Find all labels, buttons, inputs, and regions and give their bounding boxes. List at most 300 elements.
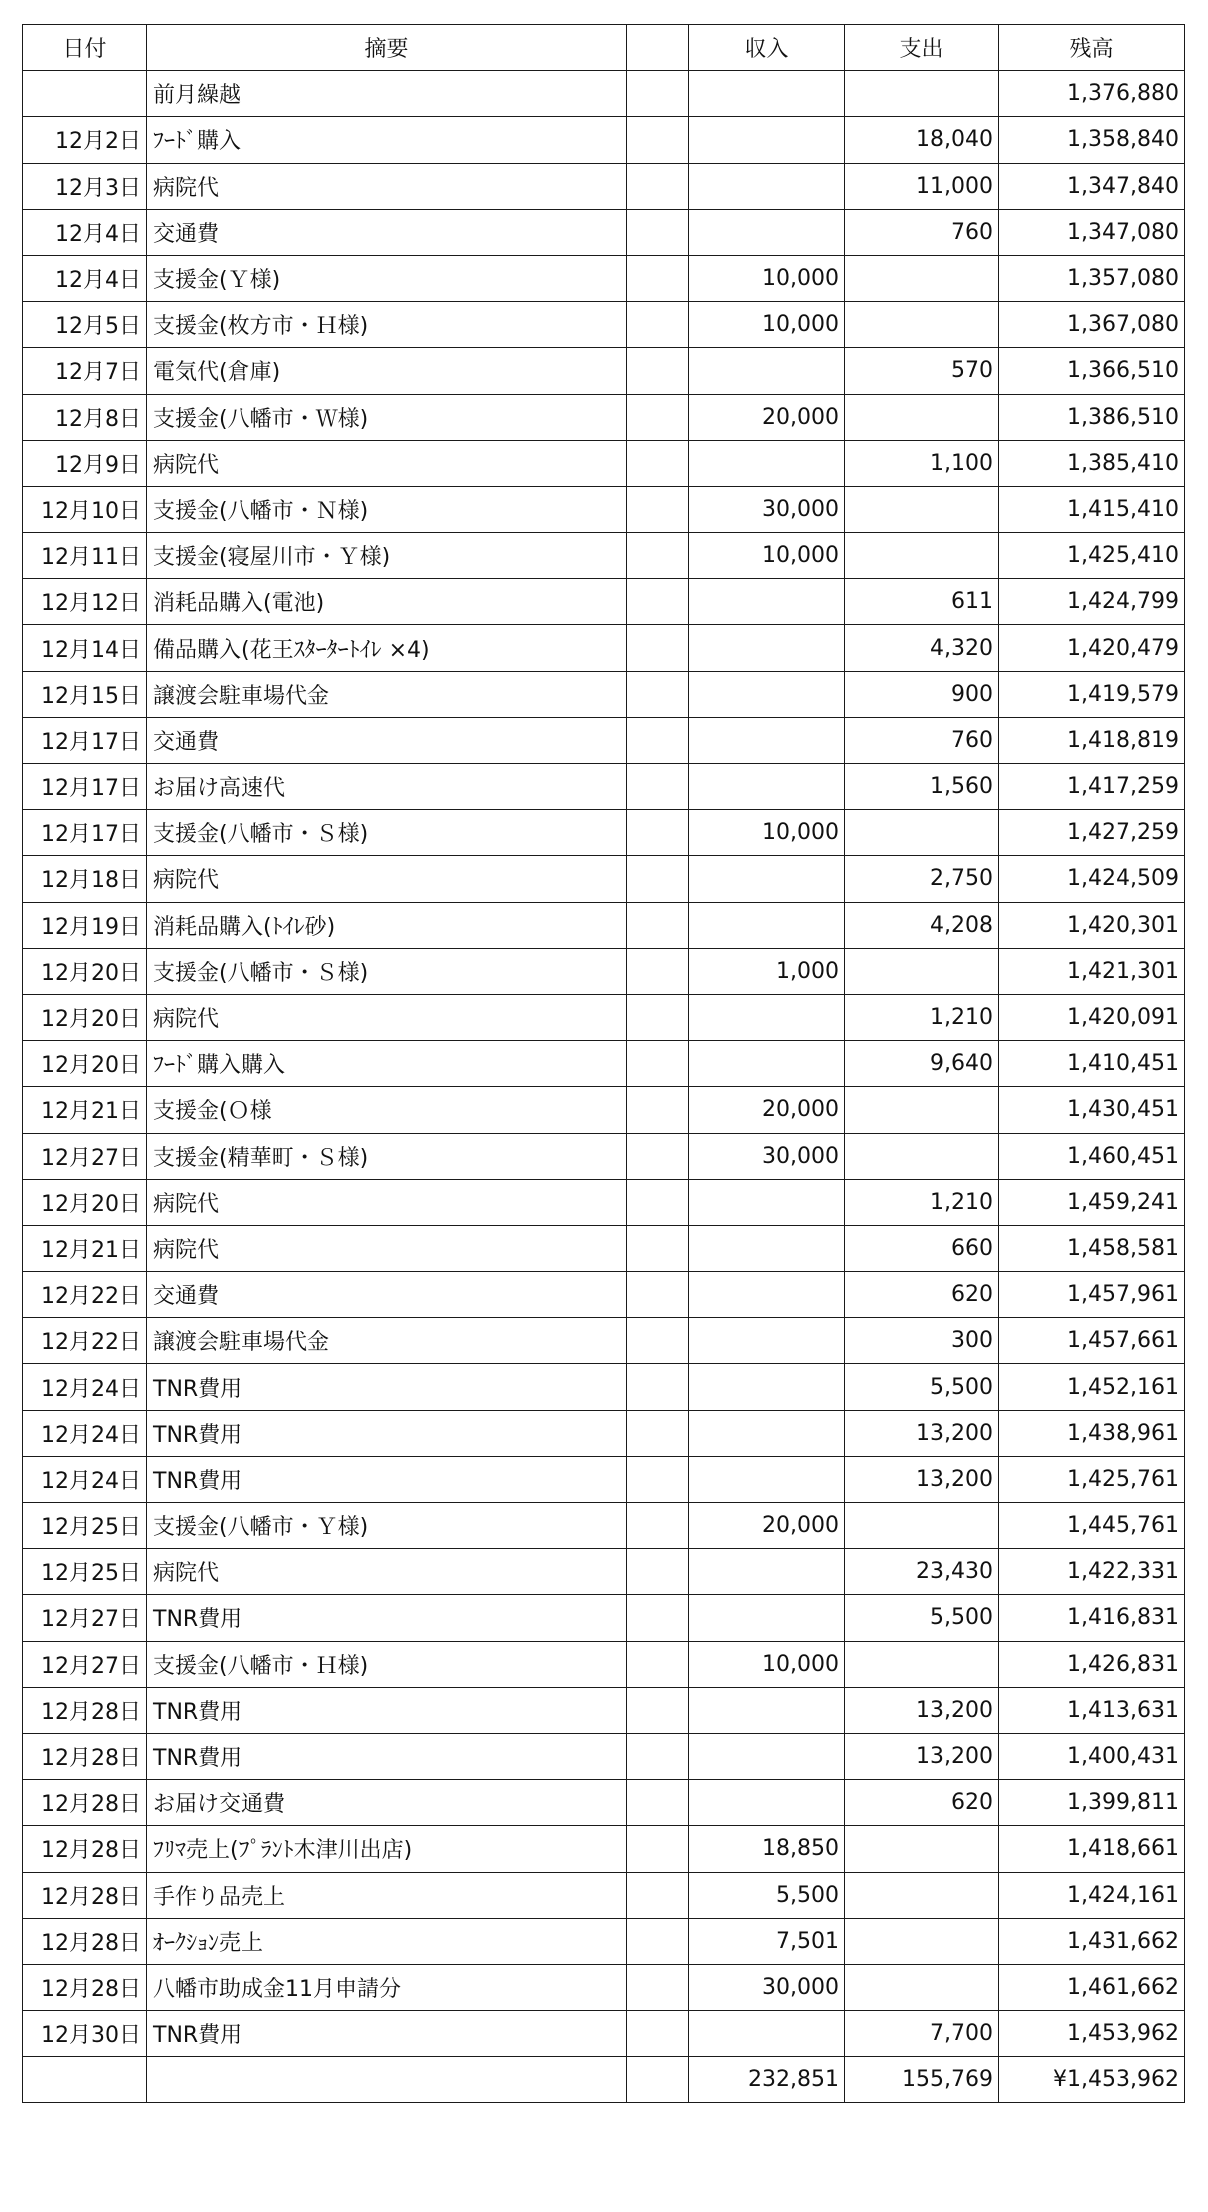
table-row [23,671,1185,717]
row-description: お届け高速代 [147,764,627,810]
row-blank [627,163,689,209]
row-expense: 13,200 [845,1410,999,1456]
row-description: 備品購入(花王ｽﾀｰﾀｰﾄｲﾚ ×4) [147,625,627,671]
row-income [689,440,845,486]
row-income: 18,850 [689,1826,845,1872]
row-income: 20,000 [689,394,845,440]
table-row [23,764,1185,810]
table-row [23,856,1185,902]
row-expense: 5,500 [845,1595,999,1641]
row-balance: 1,347,080 [999,209,1185,255]
table-row [23,348,1185,394]
row-balance: 1,400,431 [999,1733,1185,1779]
row-date: 12月17日 [23,717,147,763]
row-description: 交通費 [147,1272,627,1318]
table-row [23,1872,1185,1918]
row-balance: 1,422,331 [999,1549,1185,1595]
row-date: 12月12日 [23,579,147,625]
row-description: ﾌﾘﾏ売上(ﾌﾟﾗﾝﾄ木津川出店) [147,1826,627,1872]
row-blank [627,2011,689,2057]
row-income: 10,000 [689,533,845,579]
row-description: ｵｰｸｼｮﾝ売上 [147,1918,627,1964]
row-balance: 1,418,819 [999,717,1185,763]
row-date: 12月17日 [23,764,147,810]
row-blank [627,579,689,625]
row-description: 電気代(倉庫) [147,348,627,394]
row-balance: 1,357,080 [999,255,1185,301]
row-blank [627,1364,689,1410]
row-balance: 1,452,161 [999,1364,1185,1410]
table-row [23,948,1185,994]
row-expense [845,1826,999,1872]
table-row [23,1964,1185,2010]
table-row [23,1318,1185,1364]
row-description: 譲渡会駐車場代金 [147,671,627,717]
row-expense: 11,000 [845,163,999,209]
row-expense: 300 [845,1318,999,1364]
row-income: 30,000 [689,486,845,532]
row-balance: 1,420,091 [999,994,1185,1040]
table-row [23,1733,1185,1779]
row-blank [627,117,689,163]
row-date: 12月28日 [23,1687,147,1733]
row-balance: 1,425,761 [999,1456,1185,1502]
row-date: 12月28日 [23,1733,147,1779]
row-expense [845,1964,999,2010]
row-income [689,1318,845,1364]
row-expense [845,1872,999,1918]
row-balance: 1,457,661 [999,1318,1185,1364]
table-row [23,1225,1185,1271]
table-row [23,163,1185,209]
row-balance: 1,347,840 [999,163,1185,209]
row-blank [627,1087,689,1133]
row-description: 支援金(八幡市・Ｓ様) [147,810,627,856]
row-blank [627,948,689,994]
table-row [23,902,1185,948]
totals-blank [627,2057,689,2103]
row-balance: 1,366,510 [999,348,1185,394]
row-description: TNR費用 [147,1410,627,1456]
row-blank [627,1918,689,1964]
header-date: 日付 [23,25,147,71]
row-income: 10,000 [689,1641,845,1687]
row-balance: 1,386,510 [999,394,1185,440]
table-row [23,255,1185,301]
row-date: 12月11日 [23,533,147,579]
row-description: 消耗品購入(電池) [147,579,627,625]
row-blank [627,625,689,671]
table-row [23,810,1185,856]
row-date: 12月22日 [23,1272,147,1318]
row-description: TNR費用 [147,1733,627,1779]
row-date: 12月4日 [23,209,147,255]
ledger-body [23,71,1185,2057]
row-expense: 611 [845,579,999,625]
row-description: 譲渡会駐車場代金 [147,1318,627,1364]
row-expense: 18,040 [845,117,999,163]
row-blank [627,1641,689,1687]
row-expense: 5,500 [845,1364,999,1410]
row-balance: 1,410,451 [999,1041,1185,1087]
table-row [23,625,1185,671]
row-balance: 1,424,161 [999,1872,1185,1918]
row-income [689,163,845,209]
row-expense: 660 [845,1225,999,1271]
row-blank [627,1826,689,1872]
row-date: 12月14日 [23,625,147,671]
row-date: 12月17日 [23,810,147,856]
total-expense: 155,769 [845,2057,999,2103]
row-blank [627,1041,689,1087]
header-balance: 残高 [999,25,1185,71]
row-expense [845,1918,999,1964]
row-description: 病院代 [147,440,627,486]
row-date: 12月24日 [23,1364,147,1410]
row-expense: 620 [845,1780,999,1826]
row-balance: 1,421,301 [999,948,1185,994]
row-expense [845,255,999,301]
row-blank [627,302,689,348]
row-income [689,117,845,163]
row-blank [627,717,689,763]
row-income [689,1179,845,1225]
row-income [689,1364,845,1410]
row-income [689,71,845,117]
row-blank [627,440,689,486]
row-description: 八幡市助成金11月申請分 [147,1964,627,2010]
row-income: 10,000 [689,302,845,348]
row-blank [627,1733,689,1779]
table-row [23,1641,1185,1687]
row-date: 12月21日 [23,1087,147,1133]
row-expense: 1,560 [845,764,999,810]
row-date: 12月27日 [23,1595,147,1641]
table-row [23,1041,1185,1087]
row-date: 12月20日 [23,1041,147,1087]
row-income [689,1549,845,1595]
row-description: 支援金(八幡市・Ｓ様) [147,948,627,994]
row-expense: 23,430 [845,1549,999,1595]
row-date: 12月22日 [23,1318,147,1364]
row-description: 交通費 [147,209,627,255]
row-expense [845,302,999,348]
row-blank [627,1549,689,1595]
row-balance: 1,459,241 [999,1179,1185,1225]
row-date: 12月28日 [23,1964,147,2010]
row-expense: 620 [845,1272,999,1318]
row-balance: 1,425,410 [999,533,1185,579]
row-income [689,1687,845,1733]
row-blank [627,1133,689,1179]
row-income [689,209,845,255]
row-income [689,579,845,625]
table-row [23,440,1185,486]
row-expense [845,533,999,579]
row-balance: 1,426,831 [999,1641,1185,1687]
row-expense [845,1087,999,1133]
table-row [23,302,1185,348]
header-expense: 支出 [845,25,999,71]
table-row [23,486,1185,532]
row-blank [627,1179,689,1225]
row-income: 20,000 [689,1087,845,1133]
table-row [23,394,1185,440]
row-balance: 1,415,410 [999,486,1185,532]
ledger-sheet [22,24,1184,2103]
row-expense: 13,200 [845,1733,999,1779]
total-income: 232,851 [689,2057,845,2103]
row-balance: 1,358,840 [999,117,1185,163]
row-income [689,2011,845,2057]
row-blank [627,209,689,255]
header-income: 収入 [689,25,845,71]
row-date: 12月20日 [23,948,147,994]
row-income [689,902,845,948]
row-expense: 760 [845,717,999,763]
row-date: 12月4日 [23,255,147,301]
row-description: ﾌｰﾄﾞ購入購入 [147,1041,627,1087]
row-expense [845,1641,999,1687]
table-row [23,533,1185,579]
row-income [689,1595,845,1641]
row-balance: 1,417,259 [999,764,1185,810]
row-balance: 1,460,451 [999,1133,1185,1179]
row-expense: 1,210 [845,994,999,1040]
totals-description [147,2057,627,2103]
row-date: 12月15日 [23,671,147,717]
row-blank [627,810,689,856]
row-description: 病院代 [147,163,627,209]
row-blank [627,1872,689,1918]
table-row [23,1087,1185,1133]
row-balance: 1,431,662 [999,1918,1185,1964]
row-balance: 1,424,799 [999,579,1185,625]
table-row [23,1410,1185,1456]
row-expense: 9,640 [845,1041,999,1087]
row-date: 12月28日 [23,1826,147,1872]
row-description: TNR費用 [147,1364,627,1410]
row-description: 病院代 [147,1549,627,1595]
row-description: 手作り品売上 [147,1872,627,1918]
row-description: TNR費用 [147,1595,627,1641]
row-date: 12月30日 [23,2011,147,2057]
row-blank [627,255,689,301]
row-balance: 1,399,811 [999,1780,1185,1826]
row-description: お届け交通費 [147,1780,627,1826]
row-date: 12月28日 [23,1872,147,1918]
row-expense: 570 [845,348,999,394]
row-blank [627,394,689,440]
row-description: 前月繰越 [147,71,627,117]
row-balance: 1,461,662 [999,1964,1185,2010]
row-description: 支援金(Ｏ様 [147,1087,627,1133]
row-income [689,1733,845,1779]
row-income: 10,000 [689,810,845,856]
row-expense: 900 [845,671,999,717]
header-description: 摘要 [147,25,627,71]
table-row [23,1503,1185,1549]
row-date: 12月7日 [23,348,147,394]
row-expense: 1,210 [845,1179,999,1225]
table-row [23,1595,1185,1641]
row-date: 12月20日 [23,994,147,1040]
row-blank [627,1225,689,1271]
row-date: 12月24日 [23,1410,147,1456]
row-blank [627,994,689,1040]
row-description: 病院代 [147,994,627,1040]
row-income [689,1041,845,1087]
row-balance: 1,453,962 [999,2011,1185,2057]
row-income: 1,000 [689,948,845,994]
header-row [23,25,1185,71]
row-income: 30,000 [689,1133,845,1179]
row-description: 病院代 [147,1179,627,1225]
row-income [689,994,845,1040]
row-balance: 1,420,301 [999,902,1185,948]
row-expense [845,486,999,532]
table-row [23,1549,1185,1595]
table-row [23,71,1185,117]
row-expense: 4,208 [845,902,999,948]
table-row [23,717,1185,763]
row-blank [627,764,689,810]
row-income [689,625,845,671]
row-date: 12月20日 [23,1179,147,1225]
row-expense [845,394,999,440]
row-date: 12月28日 [23,1780,147,1826]
row-date: 12月25日 [23,1549,147,1595]
row-expense [845,71,999,117]
row-description: TNR費用 [147,2011,627,2057]
row-balance: 1,419,579 [999,671,1185,717]
totals-date [23,2057,147,2103]
row-balance: 1,458,581 [999,1225,1185,1271]
row-blank [627,1687,689,1733]
table-row [23,117,1185,163]
row-date: 12月18日 [23,856,147,902]
row-date: 12月27日 [23,1133,147,1179]
row-balance: 1,416,831 [999,1595,1185,1641]
row-expense: 1,100 [845,440,999,486]
row-description: 消耗品購入(ﾄｲﾚ砂) [147,902,627,948]
row-expense: 4,320 [845,625,999,671]
row-description: 支援金(八幡市・Ｎ様) [147,486,627,532]
row-date: 12月5日 [23,302,147,348]
row-blank [627,1595,689,1641]
table-row [23,1179,1185,1225]
row-date: 12月19日 [23,902,147,948]
row-date [23,71,147,117]
table-row [23,1133,1185,1179]
row-blank [627,348,689,394]
row-balance: 1,445,761 [999,1503,1185,1549]
row-blank [627,1964,689,2010]
row-blank [627,1503,689,1549]
row-income [689,1456,845,1502]
row-balance: 1,427,259 [999,810,1185,856]
row-income [689,1410,845,1456]
table-row [23,1272,1185,1318]
row-income [689,717,845,763]
row-expense [845,1503,999,1549]
row-expense [845,810,999,856]
row-balance: 1,457,961 [999,1272,1185,1318]
row-description: TNR費用 [147,1687,627,1733]
ledger-table [22,24,1185,2103]
table-row [23,994,1185,1040]
row-blank [627,1272,689,1318]
total-balance: ¥1,453,962 [999,2057,1185,2103]
row-blank [627,1318,689,1364]
row-date: 12月9日 [23,440,147,486]
row-balance: 1,438,961 [999,1410,1185,1456]
row-balance: 1,413,631 [999,1687,1185,1733]
row-income: 30,000 [689,1964,845,2010]
row-description: 支援金(八幡市・Ｈ様) [147,1641,627,1687]
row-blank [627,856,689,902]
row-blank [627,902,689,948]
row-blank [627,1410,689,1456]
row-expense: 2,750 [845,856,999,902]
row-blank [627,71,689,117]
row-blank [627,533,689,579]
row-date: 12月10日 [23,486,147,532]
table-row [23,209,1185,255]
row-description: 支援金(八幡市・Ｙ様) [147,1503,627,1549]
row-expense: 13,200 [845,1687,999,1733]
row-blank [627,671,689,717]
header-blank [627,25,689,71]
row-income [689,764,845,810]
row-date: 12月24日 [23,1456,147,1502]
row-date: 12月3日 [23,163,147,209]
row-description: 支援金(Ｙ様) [147,255,627,301]
row-description: 交通費 [147,717,627,763]
table-row [23,2011,1185,2057]
row-blank [627,1780,689,1826]
row-blank [627,486,689,532]
row-income [689,1272,845,1318]
totals-row [23,2057,1185,2103]
row-date: 12月27日 [23,1641,147,1687]
row-expense: 760 [845,209,999,255]
row-balance: 1,424,509 [999,856,1185,902]
table-row [23,1456,1185,1502]
row-income: 5,500 [689,1872,845,1918]
row-expense [845,1133,999,1179]
row-expense [845,948,999,994]
row-income [689,1780,845,1826]
row-balance: 1,430,451 [999,1087,1185,1133]
row-description: 支援金(枚方市・Ｈ様) [147,302,627,348]
table-row [23,1918,1185,1964]
row-balance: 1,376,880 [999,71,1185,117]
row-balance: 1,420,479 [999,625,1185,671]
row-date: 12月28日 [23,1918,147,1964]
row-income [689,856,845,902]
row-balance: 1,367,080 [999,302,1185,348]
table-row [23,1687,1185,1733]
table-row [23,579,1185,625]
row-balance: 1,418,661 [999,1826,1185,1872]
row-expense: 7,700 [845,2011,999,2057]
row-income [689,348,845,394]
row-income: 10,000 [689,255,845,301]
row-blank [627,1456,689,1502]
row-description: 病院代 [147,1225,627,1271]
row-date: 12月2日 [23,117,147,163]
